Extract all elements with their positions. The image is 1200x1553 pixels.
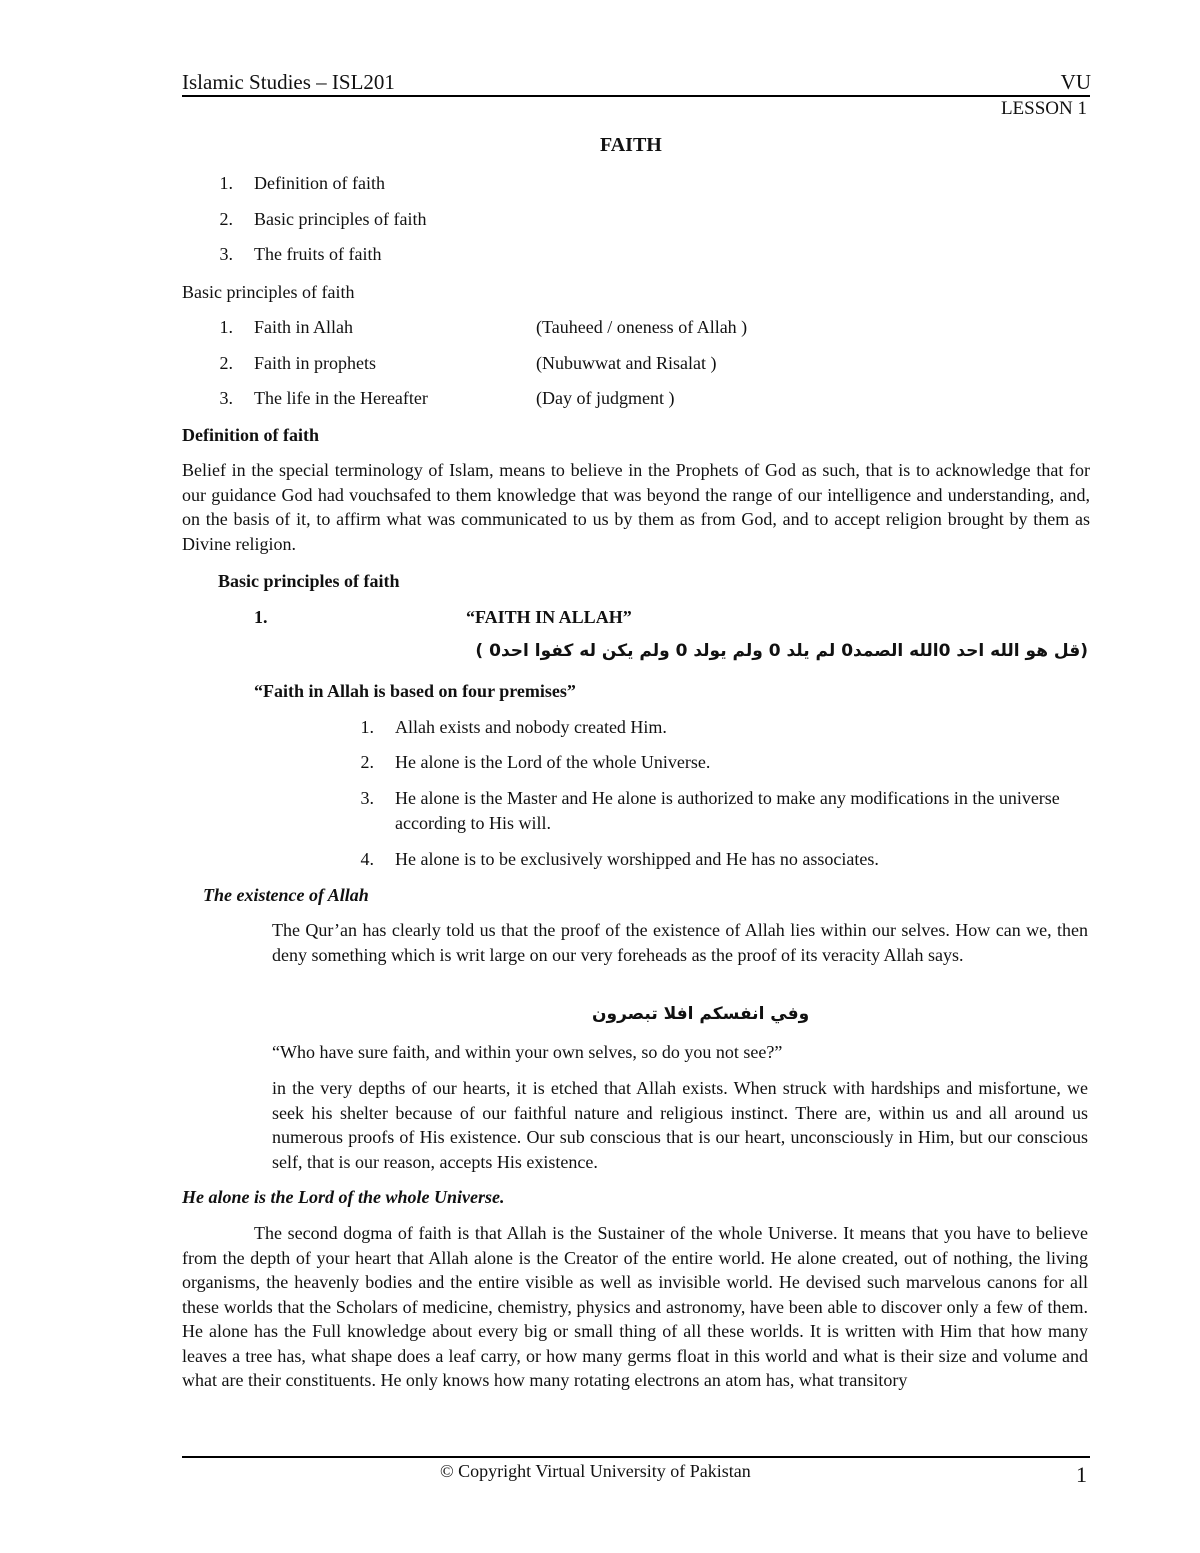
toc-item: Definition of faith — [254, 173, 385, 193]
premise-item: He alone is to be exclusively worshipped and He has no associates. — [395, 849, 879, 869]
premise-item: He alone is the Lord of the whole Universe. — [395, 752, 711, 772]
faith-in-allah-title: “FAITH IN ALLAH” — [466, 607, 632, 627]
footer-copyright: © Copyright Virtual University of Pakistan — [440, 1461, 751, 1481]
premise-item: He alone is the Master and He alone is authorized to make any modifications in the universe according to His will. — [395, 788, 1060, 833]
toc-number: 1. — [219, 173, 233, 193]
principle-note: (Nubuwwat and Risalat ) — [536, 353, 717, 373]
principle-item: Faith in Allah — [254, 317, 353, 337]
verse-translation: “Who have sure faith, and within your own selves, so do you not see?” — [272, 1042, 783, 1062]
footer-rule — [182, 1456, 1090, 1458]
premises-heading: “Faith in Allah is based on four premises” — [254, 681, 576, 701]
arabic-verse-anfusikum: وفي انفسكم افلا تبصرون — [592, 1004, 810, 1024]
toc-item: Basic principles of faith — [254, 209, 427, 229]
principle-number: 3. — [219, 388, 233, 408]
existence-paragraph: The Qur’an has clearly told us that the proof of the existence of Allah lies within our selves. How can we, then deny something which is writ large on our very foreheads as the proof of its veracity Allah says. — [272, 920, 1088, 965]
principle-number: 2. — [219, 353, 233, 373]
definition-heading: Definition of faith — [182, 425, 319, 445]
lord-paragraph: The second dogma of faith is that Allah is the Sustainer of the whole Universe. It means that you have to believe from the depth of your heart that Allah alone is the Creator of the entire world. He alone created, out of nothing, the living organisms, the heavenly bodies and the entire visible as well as invisible world. He devised such marvelous canons for all these worlds that the Scholars of medicine, chemistry, physics and astronomy, have been able to discover only a few of them. He alone has the Full knowledge about every big or small thing of all these worlds. It is written with Him that how many leaves a tree has, what shape does a leaf carry, or how many germs float in this world and what is their size and volume and what are their constituents. He only knows how many rotating electrons an atom has, what transitory — [182, 1223, 1088, 1390]
principle-item: Faith in prophets — [254, 353, 376, 373]
toc-number: 2. — [219, 209, 233, 229]
hearts-paragraph: in the very depths of our hearts, it is etched that Allah exists. When struck with hardships and misfortune, we seek his shelter because of our faithful nature and religious instinct. There are, within us and all around us numerous proofs of His existence. Our sub conscious that is our heart, unconsciously in Him, but our conscious self, that is our reason, accepts His existence. — [272, 1078, 1088, 1172]
header-university: VU — [1060, 70, 1091, 94]
principles-heading: Basic principles of faith — [182, 282, 355, 302]
premise-number: 1. — [360, 717, 374, 737]
existence-heading: The existence of Allah — [203, 885, 369, 905]
toc-number: 3. — [219, 244, 233, 264]
premise-number: 2. — [360, 752, 374, 772]
page-title: FAITH — [600, 134, 662, 156]
premise-number: 4. — [360, 849, 374, 869]
toc-item: The fruits of faith — [254, 244, 382, 264]
arabic-verse-ikhlas: (قل هو الله احد 0الله الصمد0 لم يلد 0 ولم يولد 0 ولم يكن له كفوا احد0 ) — [475, 641, 1088, 661]
principle-number: 1. — [219, 317, 233, 337]
principle-note: (Day of judgment ) — [536, 388, 675, 408]
principle-item: The life in the Hereafter — [254, 388, 428, 408]
faith-in-allah-number: 1. — [254, 607, 268, 627]
lord-heading: He alone is the Lord of the whole Universe. — [182, 1187, 505, 1207]
page-number: 1 — [1076, 1462, 1087, 1487]
premise-number: 3. — [360, 788, 374, 808]
header-rule — [182, 95, 1090, 97]
header-course-title: Islamic Studies – ISL201 — [182, 70, 395, 94]
definition-paragraph: Belief in the special terminology of Islam, means to believe in the Prophets of God as such, that is to acknowledge that for our guidance God had vouchsafed to them knowledge that was beyond the range of our intelligence and understanding, and, on the basis of it, to affirm what was communicated to us by them as from God, and to accept religion brought by them as Divine religion. — [182, 460, 1090, 554]
principle-note: (Tauheed / oneness of Allah ) — [536, 317, 748, 337]
lesson-label: LESSON 1 — [1000, 98, 1087, 119]
premise-item: Allah exists and nobody created Him. — [395, 717, 667, 737]
basic-principles-heading: Basic principles of faith — [218, 571, 400, 591]
